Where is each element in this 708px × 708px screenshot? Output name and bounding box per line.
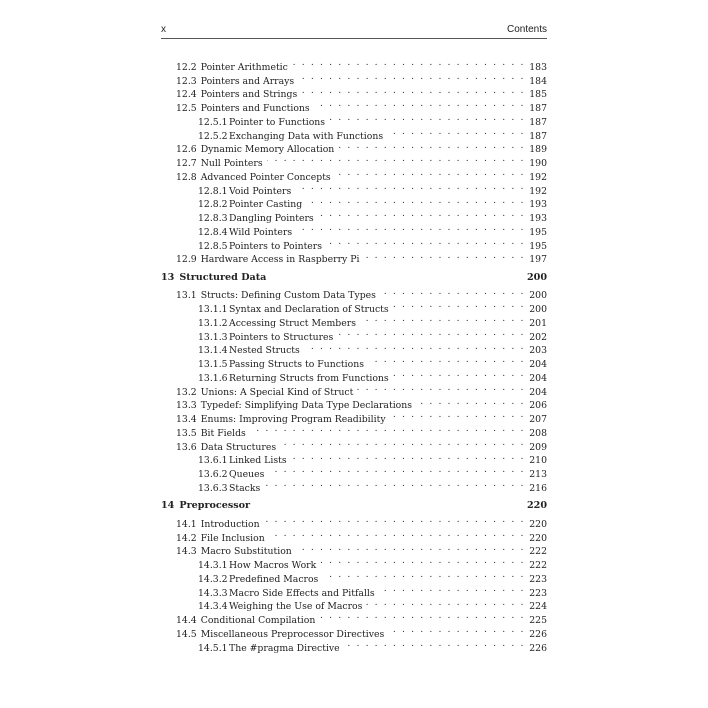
entry-page-number: 202	[529, 331, 547, 343]
entry-page-number: 193	[529, 213, 547, 224]
entry-number: 14.4	[176, 615, 197, 626]
entry-title: The #pragma Directive	[229, 642, 340, 654]
entry-number: 14.3.4	[198, 601, 228, 613]
entry-page-number: 208	[529, 427, 547, 439]
entry-title: Enums: Improving Program Readibility	[200, 414, 386, 425]
entry-page-number: 187	[529, 130, 547, 142]
toc-entry[interactable]	[161, 436, 547, 453]
dot-leader	[388, 623, 525, 637]
entry-title: Exchanging Data with Functions	[229, 130, 384, 142]
toc-entry[interactable]	[161, 70, 547, 87]
entry-number: 13	[161, 271, 175, 283]
entry-number: 12.7	[176, 158, 197, 169]
dot-leader	[335, 166, 525, 180]
dot-leader	[250, 422, 525, 436]
entry-title: File Inclusion	[200, 532, 265, 544]
entry-page-number: 193	[529, 199, 547, 211]
running-header-title: Contents	[506, 24, 547, 35]
entry-page-number: 210	[529, 455, 547, 467]
entry-title: Wild Pointers	[229, 226, 293, 238]
entry-page-number: 192	[529, 185, 547, 197]
toc-entry[interactable]	[161, 312, 547, 329]
dot-leader	[314, 97, 525, 111]
toc-entry[interactable]	[161, 422, 547, 439]
entry-number: 12.8	[176, 171, 197, 183]
entry-number: 14.3.2	[198, 573, 228, 585]
toc-entry[interactable]	[161, 463, 547, 480]
table-of-contents	[161, 56, 547, 654]
entry-number: 12.8.3	[198, 213, 228, 224]
entry-page-number: 216	[529, 482, 547, 494]
entry-page-number: 185	[529, 89, 547, 101]
entry-title: Advanced Pointer Concepts	[200, 171, 331, 183]
entry-title: Stacks	[229, 482, 261, 494]
dot-leader	[298, 70, 525, 84]
entry-page-number: 204	[529, 386, 547, 398]
entry-number: 13.1.6	[198, 372, 228, 384]
entry-number: 12.5.1	[198, 116, 228, 128]
entry-title: How Macros Work	[229, 560, 317, 571]
entry-title: Accessing Struct Members	[229, 317, 356, 329]
entry-title: Nested Structs	[229, 345, 300, 357]
toc-entry[interactable]	[161, 568, 547, 585]
dot-leader	[296, 541, 525, 555]
toc-entry[interactable]	[161, 381, 547, 398]
entry-title: Typedef: Simplifying Data Type Declarations	[200, 400, 413, 412]
toc-entry[interactable]	[161, 221, 547, 238]
entry-number: 13.1.1	[198, 304, 228, 315]
dot-leader	[295, 180, 525, 194]
entry-number: 13.3	[176, 400, 197, 412]
dot-leader	[322, 568, 525, 582]
entry-page-number: 222	[529, 560, 547, 571]
toc-entry[interactable]	[161, 97, 547, 114]
entry-title: Pointers to Structures	[229, 331, 334, 343]
entry-title: Preprocessor	[179, 500, 251, 512]
entry-page-number: 189	[529, 144, 547, 156]
dot-leader	[368, 353, 525, 367]
entry-title: Structs: Defining Custom Data Types	[200, 290, 376, 302]
entry-page-number: 225	[529, 615, 547, 626]
entry-number: 13.1.4	[198, 345, 228, 357]
dot-leader	[296, 221, 525, 235]
toc-entry[interactable]	[161, 194, 547, 211]
entry-number: 13.5	[176, 427, 197, 439]
dot-leader	[357, 381, 525, 395]
entry-page-number: 187	[529, 116, 547, 128]
entry-title: Queues	[229, 469, 265, 480]
dot-leader	[264, 513, 525, 527]
dot-leader	[291, 450, 525, 464]
entry-title: Returning Structs from Functions	[229, 372, 389, 384]
entry-title: Void Pointers	[229, 185, 292, 197]
dot-leader	[326, 235, 525, 249]
entry-title: Introduction	[200, 518, 260, 530]
entry-page-number: 184	[529, 75, 547, 87]
toc-entry[interactable]	[161, 637, 547, 654]
entry-number: 13.1.2	[198, 317, 228, 329]
entry-number: 13.6.3	[198, 482, 228, 494]
dot-leader	[318, 207, 525, 221]
entry-title: Data Structures	[200, 441, 277, 453]
entry-number: 12.8.5	[198, 240, 228, 252]
toc-entry[interactable]	[161, 166, 547, 183]
entry-title: Passing Structs to Functions	[229, 359, 364, 370]
toc-entry[interactable]	[161, 340, 547, 357]
entry-number: 14	[161, 500, 175, 512]
entry-number: 13.1	[176, 290, 197, 302]
toc-entry[interactable]	[161, 111, 547, 128]
entry-page-number: 226	[529, 628, 547, 640]
entry-page-number: 204	[529, 359, 547, 370]
dot-leader	[320, 554, 525, 568]
toc-entry[interactable]	[161, 84, 547, 101]
dot-leader	[380, 285, 525, 299]
entry-page-number: 183	[529, 61, 547, 73]
dot-leader	[269, 527, 525, 541]
entry-page-number: 201	[529, 317, 547, 329]
dot-leader	[366, 596, 525, 610]
toc-chapter-entry[interactable]	[161, 499, 547, 513]
toc-entry[interactable]	[161, 298, 547, 315]
entry-title: Structured Data	[179, 271, 267, 283]
entry-title: Hardware Access in Raspberry Pi	[200, 254, 360, 266]
dot-leader	[292, 56, 525, 70]
entry-number: 12.5	[176, 103, 197, 114]
entry-page-number: 195	[529, 226, 547, 238]
entry-title: Miscellaneous Preprocessor Directives	[200, 628, 385, 640]
entry-number: 12.5.2	[198, 130, 228, 142]
entry-page-number: 209	[529, 441, 547, 453]
entry-number: 14.3	[176, 546, 197, 558]
entry-page-number: 204	[529, 372, 547, 384]
entry-number: 12.8.1	[198, 185, 228, 197]
entry-number: 12.8.4	[198, 226, 228, 238]
entry-page-number: 206	[529, 400, 547, 412]
entry-number: 14.3.3	[198, 587, 228, 599]
entry-number: 13.6	[176, 441, 197, 453]
entry-number: 13.1.5	[198, 359, 228, 370]
toc-entry[interactable]	[161, 582, 547, 599]
dot-leader	[360, 312, 525, 326]
entry-number: 12.2	[176, 61, 197, 73]
entry-title: Pointers and Arrays	[200, 75, 295, 87]
toc-entry[interactable]	[161, 235, 547, 252]
toc-entry[interactable]	[161, 408, 547, 425]
toc-entry[interactable]	[161, 623, 547, 640]
entry-page-number: 195	[529, 240, 547, 252]
page-number-roman: x	[161, 24, 166, 35]
toc-entry[interactable]	[161, 125, 547, 142]
dot-leader	[280, 436, 525, 450]
entry-number: 13.6.1	[198, 455, 228, 467]
entry-page-number: 223	[529, 587, 547, 599]
entry-number: 13.6.2	[198, 469, 228, 480]
entry-number: 12.4	[176, 89, 197, 101]
toc-entry[interactable]	[161, 139, 547, 156]
toc-chapter-entry[interactable]	[161, 271, 547, 285]
dot-leader	[306, 194, 525, 208]
entry-title: Dynamic Memory Allocation	[200, 144, 335, 156]
entry-number: 12.8.2	[198, 199, 228, 211]
dot-leader	[393, 367, 525, 381]
dot-leader	[338, 139, 525, 153]
header-rule	[161, 38, 547, 39]
entry-title: Linked Lists	[229, 455, 287, 467]
entry-page-number: 220	[529, 532, 547, 544]
dot-leader	[301, 84, 525, 98]
entry-title: Conditional Compilation	[200, 615, 316, 626]
entry-page-number: 226	[529, 642, 547, 654]
entry-title: Pointer Casting	[229, 199, 303, 211]
entry-page-number: 200	[526, 271, 547, 283]
entry-page-number: 220	[526, 500, 547, 512]
entry-page-number: 197	[529, 254, 547, 266]
toc-entry[interactable]	[161, 527, 547, 544]
dot-leader	[304, 340, 525, 354]
entry-number: 14.2	[176, 532, 197, 544]
entry-number: 12.3	[176, 75, 197, 87]
dot-leader	[416, 395, 525, 409]
entry-number: 14.1	[176, 518, 197, 530]
entry-page-number: 192	[529, 171, 547, 183]
entry-title: Weighing the Use of Macros	[229, 601, 363, 613]
entry-title: Pointers and Functions	[200, 103, 310, 114]
dot-leader	[329, 111, 525, 125]
toc-entry[interactable]	[161, 180, 547, 197]
dot-leader	[268, 463, 525, 477]
entry-number: 14.3.1	[198, 560, 228, 571]
entry-page-number: 223	[529, 573, 547, 585]
entry-page-number: 224	[529, 601, 547, 613]
toc-entry[interactable]	[161, 207, 547, 224]
entry-title: Pointer Arithmetic	[200, 61, 288, 73]
toc-entry[interactable]	[161, 596, 547, 613]
entry-title: Pointer to Functions	[229, 116, 326, 128]
dot-leader	[393, 298, 525, 312]
entry-title: Null Pointers	[200, 158, 263, 169]
dot-leader	[264, 477, 525, 491]
entry-page-number: 213	[529, 469, 547, 480]
entry-title: Pointers and Strings	[200, 89, 298, 101]
entry-number: 14.5.1	[198, 642, 228, 654]
entry-title: Pointers to Pointers	[229, 240, 323, 252]
toc-entry[interactable]	[161, 56, 547, 73]
entry-title: Dangling Pointers	[229, 213, 314, 224]
toc-entry[interactable]	[161, 249, 547, 266]
entry-number: 12.9	[176, 254, 197, 266]
entry-title: Predefined Macros	[229, 573, 319, 585]
toc-entry[interactable]	[161, 513, 547, 530]
entry-page-number: 220	[529, 518, 547, 530]
dot-leader	[363, 249, 525, 263]
toc-entry[interactable]	[161, 285, 547, 302]
entry-number: 13.2	[176, 386, 197, 398]
entry-number: 13.4	[176, 414, 197, 425]
toc-entry[interactable]	[161, 609, 547, 626]
toc-entry[interactable]	[161, 353, 547, 370]
entry-title: Unions: A Special Kind of Struct	[200, 386, 354, 398]
entry-page-number: 187	[529, 103, 547, 114]
dot-leader	[267, 152, 525, 166]
entry-page-number: 190	[529, 158, 547, 169]
dot-leader	[319, 609, 525, 623]
toc-entry[interactable]	[161, 152, 547, 169]
entry-number: 13.1.3	[198, 331, 228, 343]
entry-page-number: 200	[529, 290, 547, 302]
dot-leader	[337, 326, 525, 340]
entry-title: Bit Fields	[200, 427, 246, 439]
entry-page-number: 207	[529, 414, 547, 425]
toc-entry[interactable]	[161, 326, 547, 343]
toc-entry[interactable]	[161, 367, 547, 384]
dot-leader	[390, 408, 525, 422]
dot-leader	[387, 125, 525, 139]
entry-title: Macro Substitution	[200, 546, 292, 558]
dot-leader	[344, 637, 525, 651]
toc-entry[interactable]	[161, 450, 547, 467]
toc-entry[interactable]	[161, 395, 547, 412]
entry-page-number: 222	[529, 546, 547, 558]
entry-number: 12.6	[176, 144, 197, 156]
entry-title: Syntax and Declaration of Structs	[229, 304, 389, 315]
entry-page-number: 203	[529, 345, 547, 357]
dot-leader	[379, 582, 525, 596]
entry-page-number: 200	[529, 304, 547, 315]
toc-entry[interactable]	[161, 541, 547, 558]
entry-title: Macro Side Effects and Pitfalls	[229, 587, 375, 599]
toc-entry[interactable]	[161, 477, 547, 494]
toc-entry[interactable]	[161, 554, 547, 571]
entry-number: 14.5	[176, 628, 197, 640]
